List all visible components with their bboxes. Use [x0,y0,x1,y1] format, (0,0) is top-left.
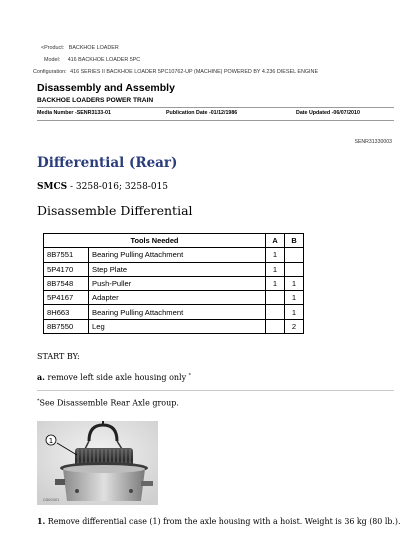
configuration-value: 416 SERIES II BACKHOE LOADER 5PC10762-UP (MACHINE) POWERED BY 4.236 DIESEL ENGINE [70,69,319,75]
differential-case-illustration [37,421,158,505]
configuration-line [33,69,318,75]
table-row [44,276,304,290]
step-1-text: Remove differential case (1) from the axle housing with a hoist. Weight is 36 kg (80 lb.). [45,517,401,526]
part-number-cell: 8H663 [44,305,89,319]
header-divider-bottom [37,120,394,121]
page-title: Differential (Rear) [37,155,178,171]
publication-date: Publication Date -01/12/1986 [166,110,238,116]
table-row [44,262,304,276]
tool-name-cell: Step Plate [89,262,266,276]
tool-name-cell: Adapter [89,291,266,305]
tool-name-cell: Bearing Pulling Attachment [89,248,266,262]
qty-b-cell: 1 [285,305,304,319]
media-number: Media Number -SENR3133-01 [37,110,111,116]
part-number-cell: 5P4167 [44,291,89,305]
document-subtitle: BACKHOE LOADERS POWER TRAIN [37,97,154,104]
tool-name-cell: Leg [89,319,266,333]
step-divider [37,390,394,391]
qty-a-cell: 1 [266,262,285,276]
column-b-header: B [285,234,304,248]
qty-a-cell: 1 [266,248,285,262]
document-id: SENR31330003 [354,139,392,145]
footnote-mark: * [37,398,40,404]
step-a-label: a. [37,372,45,382]
step-1-label: 1. [37,517,46,526]
footnote-text: See Disassemble Rear Axle group. [39,398,179,408]
tools-table-header-row [44,234,304,248]
table-row [44,291,304,305]
smcs-codes: - 3258-016; 3258-015 [67,182,169,192]
tool-name-cell: Bearing Pulling Attachment [89,305,266,319]
step-1 [37,517,401,526]
qty-a-cell: 1 [266,276,285,290]
step-a-footnote-mark: * [188,372,192,379]
part-number-cell: 5P4170 [44,262,89,276]
header-divider-top [37,107,394,108]
step-a-text: remove left side axle housing only [44,373,187,382]
differential-case-photo [37,421,158,505]
product-value: BACKHOE LOADER [68,45,119,51]
model-line [44,57,140,63]
tool-name-cell: Push-Puller [89,276,266,290]
qty-b-cell: 1 [285,276,304,290]
table-row [44,319,304,333]
tools-needed-header: Tools Needed [44,234,266,248]
qty-b-cell [285,262,304,276]
document-type-heading: Disassembly and Assembly [37,82,175,94]
section-heading: Disassemble Differential [37,203,193,218]
smcs-line [37,182,168,192]
qty-a-cell [266,291,285,305]
qty-a-cell [266,305,285,319]
table-row [44,248,304,262]
qty-b-cell: 2 [285,319,304,333]
qty-b-cell [285,248,304,262]
figure-callout-1: 1 [48,437,54,445]
footnote [37,398,179,408]
tools-table [43,233,304,334]
column-a-header: A [266,234,285,248]
qty-a-cell [266,319,285,333]
configuration-label: Configuration: [33,69,67,75]
step-a [37,372,191,382]
product-line [41,45,119,51]
date-updated: Date Updated -06/07/2010 [296,110,360,116]
figure-code: CD00401 [43,498,60,502]
table-row [44,305,304,319]
part-number-cell: 8B7551 [44,248,89,262]
part-number-cell: 8B7550 [44,319,89,333]
part-number-cell: 8B7548 [44,276,89,290]
model-value: 416 BACKHOE LOADER 5PC [67,57,141,63]
qty-b-cell: 1 [285,291,304,305]
product-label: <Product: [41,45,65,51]
start-by-label: START BY: [37,352,80,361]
smcs-label: SMCS [37,182,68,192]
model-label: Model: [44,57,61,63]
